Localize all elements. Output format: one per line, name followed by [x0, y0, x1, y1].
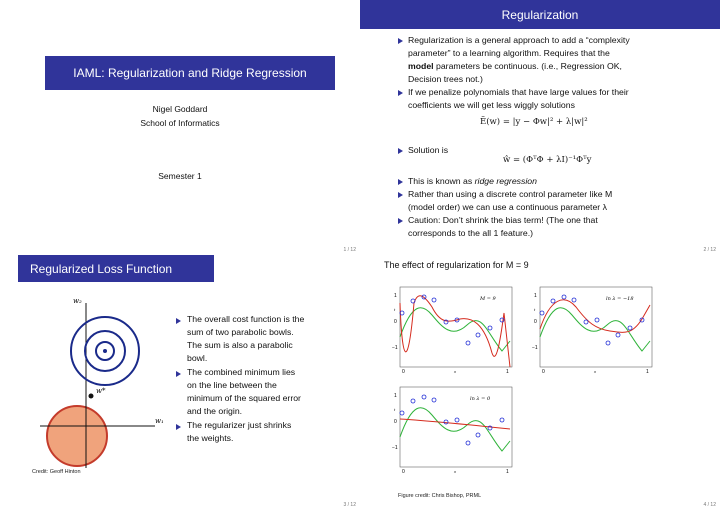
bullet-marker — [398, 38, 403, 44]
w1-axis-label: w₁ — [155, 417, 164, 425]
svg-text:1: 1 — [646, 369, 649, 375]
bullet-marker — [176, 318, 181, 324]
plot-label: ln λ = 0 — [470, 396, 491, 402]
figure-credit: Credit: Geoff Hinton — [32, 469, 81, 475]
svg-text:0: 0 — [394, 419, 397, 425]
svg-text:x: x — [454, 469, 456, 474]
bullet-text: Solution is — [408, 145, 449, 155]
bullet-text: The combined minimum lies on the line between the minimum of the squared error and the origin. — [187, 367, 301, 416]
bullet-marker — [176, 371, 181, 377]
figure-credit: Figure credit: Chris Bishop, PRML — [398, 493, 482, 499]
slide-regularization — [360, 0, 720, 255]
svg-text:x: x — [594, 369, 596, 374]
bullet-marker — [398, 90, 403, 96]
semester-label: Semester 1 — [158, 171, 202, 181]
error-minimum-point — [103, 349, 107, 353]
svg-text:t: t — [394, 407, 396, 412]
plot-label: M = 9 — [480, 296, 496, 302]
bullet-text: This is known as ridge regression — [408, 176, 537, 186]
plot-lnlambda-neg18 — [532, 283, 657, 375]
svg-text:1: 1 — [506, 369, 509, 375]
plot-m9 — [392, 283, 517, 375]
data-points — [400, 295, 504, 345]
bullet-marker — [398, 148, 403, 154]
page-number: 4 / 12 — [703, 502, 716, 508]
slide-regularization-effect — [360, 255, 720, 510]
svg-text:t: t — [394, 307, 396, 312]
svg-text:−1: −1 — [392, 345, 398, 351]
slide-regularized-loss — [0, 255, 360, 510]
bullet-text: Caution: Don’t shrink the bias term! (The one that corresponds to the all 1 feature.) — [408, 215, 598, 238]
solution-equation: ŵ = (ΦᵀΦ + λI)⁻¹Φᵀy — [503, 155, 592, 165]
bullet-text: If we penalize polynomials that have large values for their coefficients we will get less wiggly solutions — [408, 87, 629, 110]
wstar-label: w* — [96, 387, 106, 395]
true-curve — [400, 408, 510, 451]
bullet-text: The overall cost function is the sum of two parabolic bowls. The sum is also a parabolic bowl. — [187, 314, 305, 363]
w2-axis-label: w₂ — [73, 297, 82, 305]
slide-title — [0, 0, 360, 255]
svg-text:−1: −1 — [532, 345, 538, 351]
svg-text:0: 0 — [402, 369, 405, 375]
regularizer-disk — [47, 406, 107, 466]
fitted-curve — [540, 300, 650, 333]
slide-heading: Regularization — [360, 0, 720, 29]
bullet-text: The regularizer just shrinks the weights. — [187, 420, 292, 443]
svg-text:0: 0 — [542, 369, 545, 375]
presentation-title: IAML: Regularization and Ridge Regression — [45, 56, 335, 90]
bullet-marker — [398, 192, 403, 198]
svg-text:−1: −1 — [392, 445, 398, 451]
objective-equation: Ẽ(w) = |y − Φw|² + λ|w|² — [480, 117, 588, 127]
svg-text:t: t — [534, 307, 536, 312]
bullet-marker — [398, 218, 403, 224]
bullet-text: Regularization is a general approach to add a “complexity parameter” to a learning algorithm. Requires that the model parameters be continuous. (i.e., Regression OK, Decision trees not.) — [408, 35, 630, 84]
svg-text:1: 1 — [394, 393, 397, 399]
svg-text:1: 1 — [506, 469, 509, 475]
svg-text:0: 0 — [402, 469, 405, 475]
plot-lnlambda-0 — [392, 383, 517, 475]
bullet-marker — [398, 179, 403, 185]
loss-contour-diagram — [30, 293, 164, 463]
wstar-point — [89, 394, 94, 399]
page-number: 1 / 12 — [343, 247, 356, 253]
bullet-marker — [176, 424, 181, 430]
slide-heading: The effect of regularization for M = 9 — [384, 260, 529, 270]
page-number: 3 / 12 — [343, 502, 356, 508]
slide-heading: Regularized Loss Function — [18, 255, 214, 282]
svg-text:0: 0 — [534, 319, 537, 325]
author-name: Nigel Goddard — [152, 104, 208, 114]
plot-label: ln λ = −18 — [606, 296, 634, 302]
page-number: 2 / 12 — [703, 247, 716, 253]
svg-text:1: 1 — [394, 293, 397, 299]
bullet-text: Rather than using a discrete control parameter like M (model order) we can use a continuous parameter λ — [408, 189, 613, 212]
svg-text:0: 0 — [394, 319, 397, 325]
svg-text:1: 1 — [534, 293, 537, 299]
true-curve — [400, 308, 510, 351]
svg-text:x: x — [454, 369, 456, 374]
author-affiliation: School of Informatics — [140, 118, 220, 128]
